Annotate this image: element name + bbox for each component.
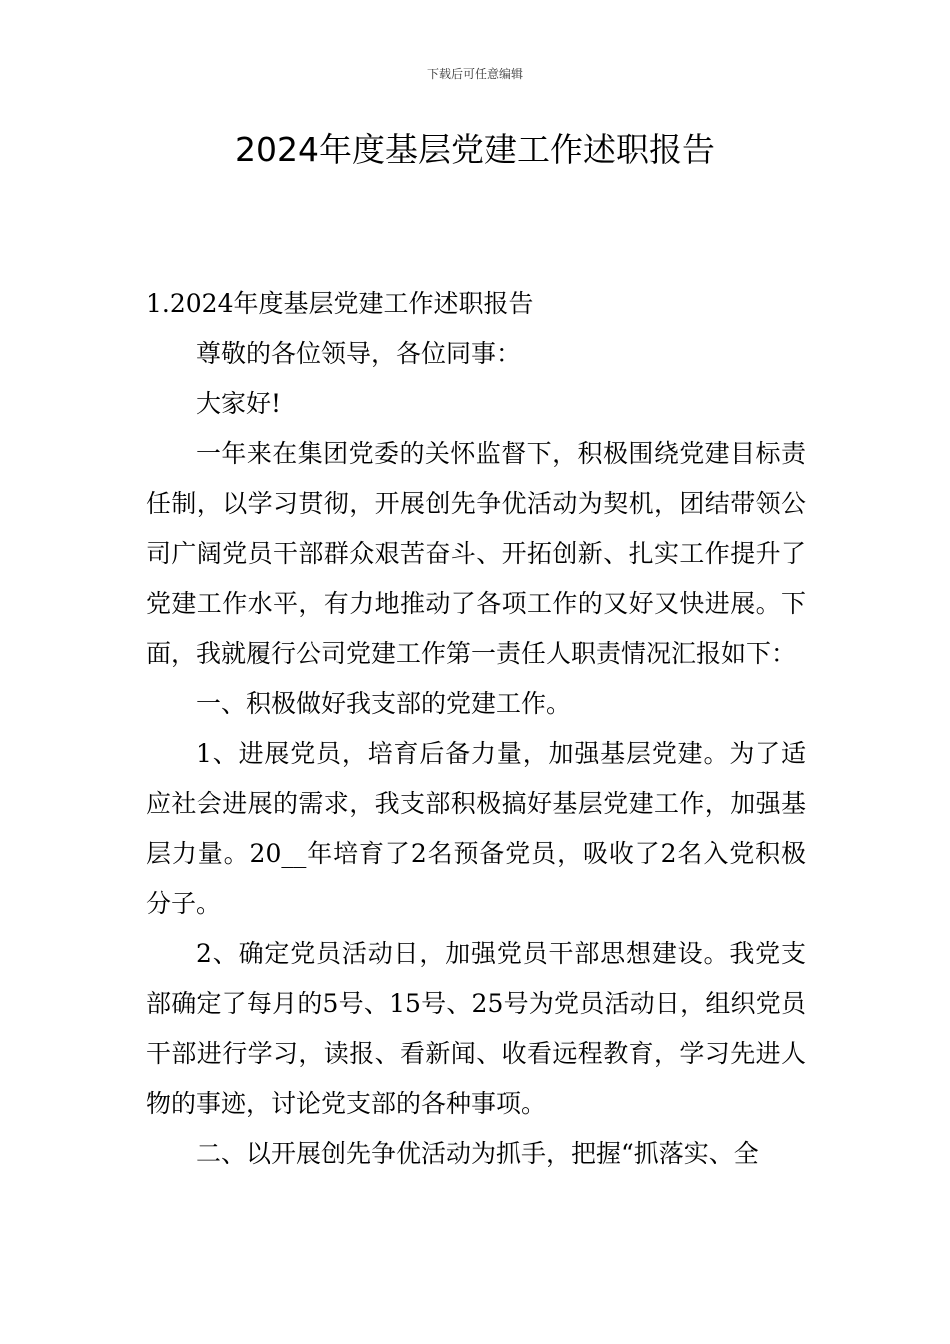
- paragraph-section-one: 一、积极做好我支部的党建工作。: [196, 689, 572, 718]
- document-body: [146, 279, 806, 1179]
- header-note: 下载后可任意编辑: [426, 67, 523, 81]
- paragraph-heading: 1.2024年度基层党建工作述职报告: [146, 289, 534, 318]
- paragraph-greeting: 尊敬的各位领导，各位同事：: [196, 339, 522, 368]
- document-title: 2024年度基层党建工作述职报告: [235, 130, 715, 169]
- paragraph-item-one: 1、进展党员，培育后备力量，加强基层党建。为了适应社会进展的需求，我支部积极搞好基层党建工作，加强基层力量。20__年培育了2名预备党员，吸收了2名入党积极分子。: [146, 739, 806, 918]
- paragraph-hello: 大家好!: [196, 389, 282, 418]
- paragraph-section-two: 二、以开展创先争优活动为抓手，把握“抓落实、全: [196, 1139, 759, 1168]
- paragraph-intro: 一年来在集团党委的关怀监督下，积极围绕党建目标责任制，以学习贯彻，开展创先争优活动为契机，团结带领公司广阔党员干部群众艰苦奋斗、开拓创新、扎实工作提升了党建工作水平，有力地推动了各项工作的又好又快进展。下面，我就履行公司党建工作第一责任人职责情况汇报如下：: [146, 439, 806, 668]
- paragraph-item-two: 2、确定党员活动日，加强党员干部思想建设。我党支部确定了每月的5号、15号、25号为党员活动日，组织党员干部进行学习，读报、看新闻、收看远程教育，学习先进人物的事迹，讨论党支部的各种事项。: [146, 939, 806, 1118]
